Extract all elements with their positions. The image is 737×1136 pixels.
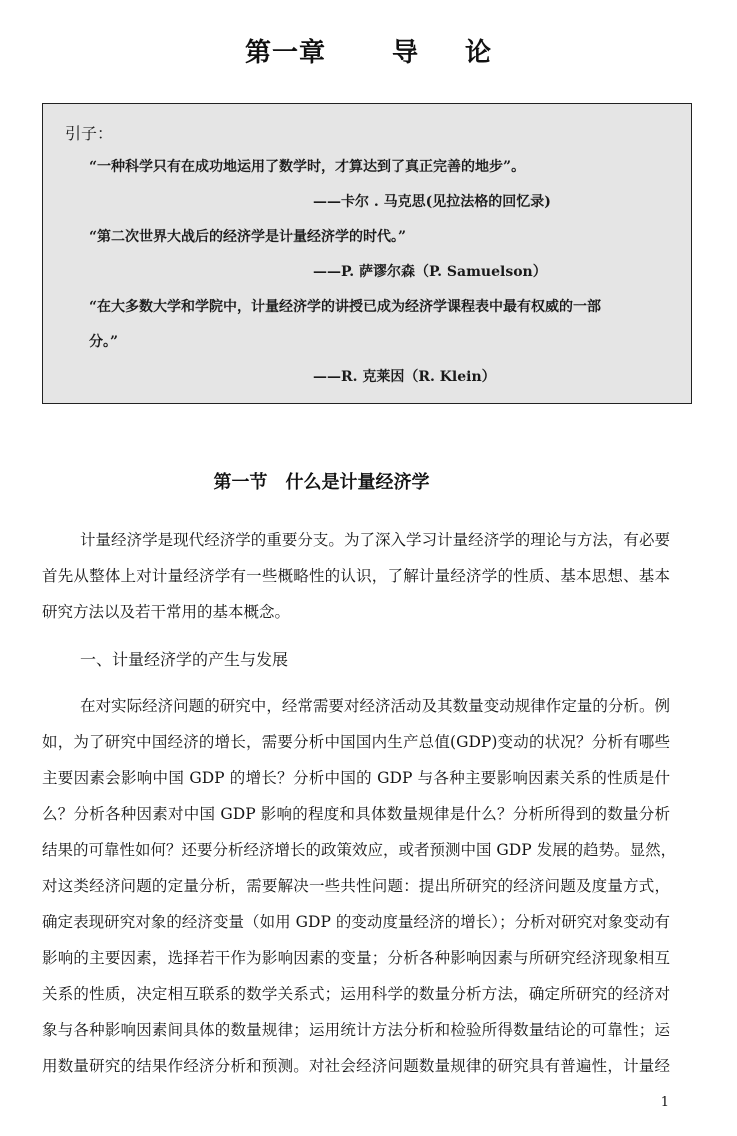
paragraph-2-line: 关系的性质，决定相互联系的数学关系式；运用科学的数量分析方法，确定所研究的经济对 [42,985,670,1003]
paragraph-2-line: 在对实际经济问题的研究中，经常需要对经济活动及其数量变动规律作定量的分析。例 [80,697,670,715]
attribution-1: ——卡尔 . 马克思(见拉法格的回忆录) [313,194,551,210]
paragraph-2-line: 用数量研究的结果作经济分析和预测。对社会经济问题数量规律的研究具有普遍性，计量经 [42,1057,670,1075]
paragraph-1-line: 首先从整体上对计量经济学有一些概略性的认识，了解计量经济学的性质、基本思想、基本 [42,567,670,585]
intro-quote-box [42,103,692,404]
intro-label: 引子： [65,124,114,143]
quote-3-line-2: 分。” [89,334,119,350]
page-number: 1 [660,1095,669,1110]
chapter-title-part1: 导 [391,38,419,68]
paragraph-2-line: 确定表现研究对象的经济变量（如用 GDP 的变动度量经济的增长）；分析对研究对象变动有 [42,913,670,931]
paragraph-2-line: 影响的主要因素，选择若干作为影响因素的变量；分析各种影响因素与所研究经济现象相互 [42,949,670,967]
paragraph-2-line: 主要因素会影响中国 GDP 的增长？分析中国的 GDP 与各种主要影响因素关系的性质是什 [42,769,670,787]
subheading: 一、计量经济学的产生与发展 [80,650,289,669]
paragraph-1-line: 研究方法以及若干常用的基本概念。 [42,603,291,621]
quote-2: “第二次世界大战后的经济学是计量经济学的时代。” [89,229,407,245]
paragraph-2-line: 么？分析各种因素对中国 GDP 影响的程度和具体数量规律是什么？分析所得到的数量分析 [42,805,670,823]
attribution-3: ——R. 克莱因（R. Klein） [313,369,496,385]
chapter-title-part2: 论 [465,38,493,68]
section-title: 第一节 什么是计量经济学 [213,472,430,493]
paragraph-1-line: 计量经济学是现代经济学的重要分支。为了深入学习计量经济学的理论与方法，有必要 [80,531,670,549]
paragraph-2-line: 象与各种影响因素间具体的数量规律；运用统计方法分析和检验所得数量结论的可靠性；运 [42,1021,670,1039]
chapter-number: 第一章 [244,38,326,68]
paragraph-2-line: 结果的可靠性如何？还要分析经济增长的政策效应，或者预测中国 GDP 发展的趋势。显然， [42,841,677,859]
quote-3-line-1: “在大多数大学和学院中，计量经济学的讲授已成为经济学课程表中最有权威的一部 [89,299,602,315]
paragraph-2-line: 如，为了研究中国经济的增长，需要分析中国国内生产总值(GDP)变动的状况？分析有哪些 [42,733,670,751]
chapter-title [0,32,737,69]
paragraph-2-line: 对这类经济问题的定量分析，需要解决一些共性问题：提出所研究的经济问题及度量方式， [42,877,670,895]
quote-1: “一种科学只有在成功地运用了数学时，才算达到了真正完善的地步”。 [89,159,526,175]
attribution-2: ——P. 萨谬尔森（P. Samuelson） [313,264,547,280]
